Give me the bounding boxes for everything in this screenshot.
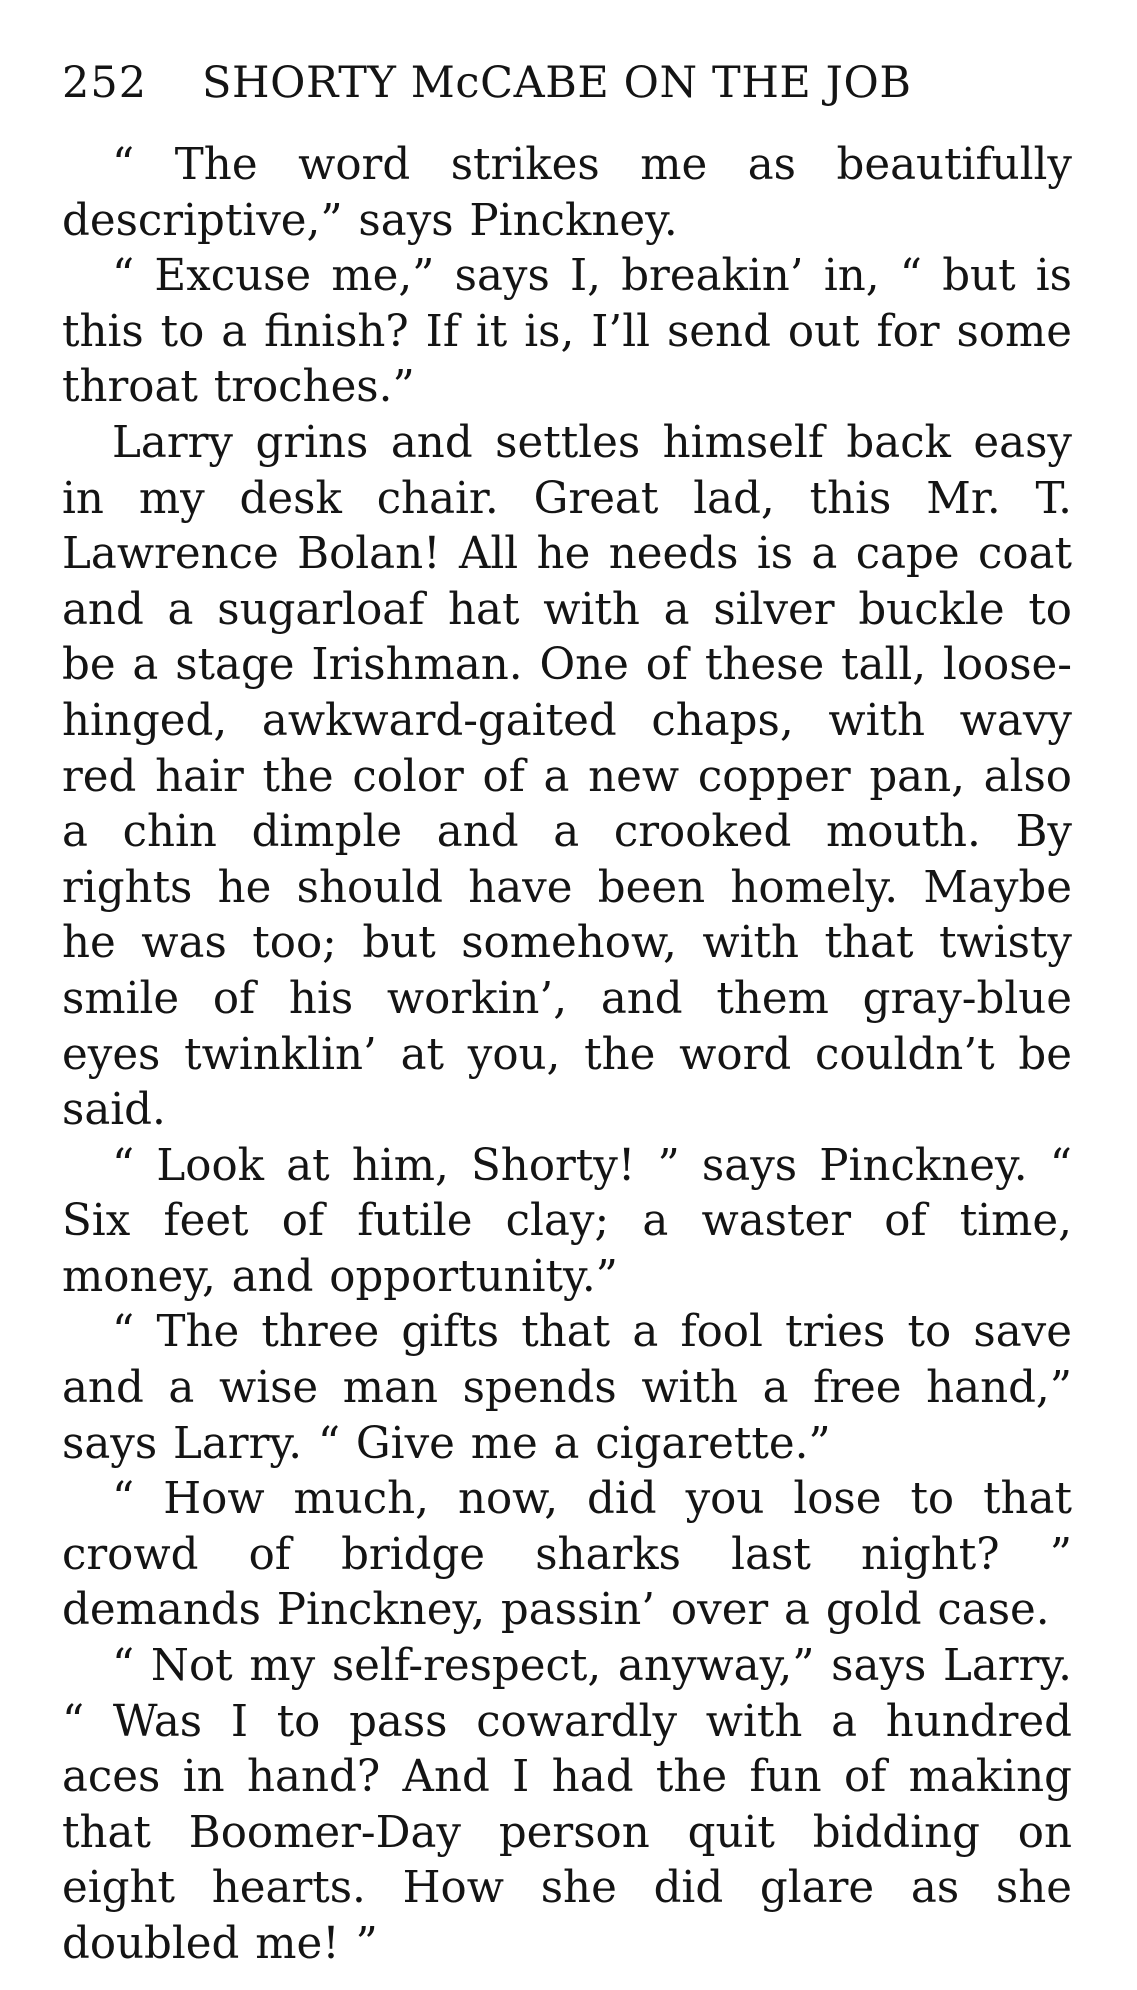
- running-title: SHORTY McCABE ON THE JOB: [202, 58, 912, 108]
- paragraph: Larry grins and settles himself back easy in my desk chair. Great lad, this Mr. T. Lawrence Bolan! All he needs is a cape coat and a sugarloaf hat with a silver buckle to be a stage Irishman. One of these tall, loose-hinged, awkward-gaited chaps, with wavy red hair the color of a new copper pan, also a chin dimple and a crooked mouth. By rights he should have been homely. Maybe he was too; but somehow, with that twisty smile of his workin’, and them gray-blue eyes twinklin’ at you, the word couldn’t be said.: [62, 417, 1072, 1136]
- paragraph: “ The word strikes me as beautifully descriptive,” says Pinckney.: [62, 140, 1072, 246]
- book-page: [62, 58, 1072, 1973]
- body-text: [62, 138, 1072, 1973]
- paragraph: “ Excuse me,” says I, breakin’ in, “ but is this to a finish? If it is, I’ll send out for some throat troches.”: [62, 251, 1072, 413]
- page-header: [62, 58, 1072, 118]
- page-number: 252: [62, 58, 148, 108]
- paragraph: “ Not my self-respect, anyway,” says Larry. “ Was I to pass cowardly with a hundred aces in hand? And I had the fun of making that Boomer-Day person quit bidding on eight hearts. How she did glare as she doubled me! ”: [62, 1641, 1072, 1969]
- paragraph: “ How much, now, did you lose to that crowd of bridge sharks last night? ” demands Pinckney, passin’ over a gold case.: [62, 1474, 1072, 1636]
- paragraph: “ Look at him, Shorty! ” says Pinckney. “ Six feet of futile clay; a waster of time, money, and opportunity.”: [62, 1140, 1072, 1302]
- paragraph: “ The three gifts that a fool tries to save and a wise man spends with a free hand,” says Larry. “ Give me a cigarette.”: [62, 1307, 1072, 1469]
